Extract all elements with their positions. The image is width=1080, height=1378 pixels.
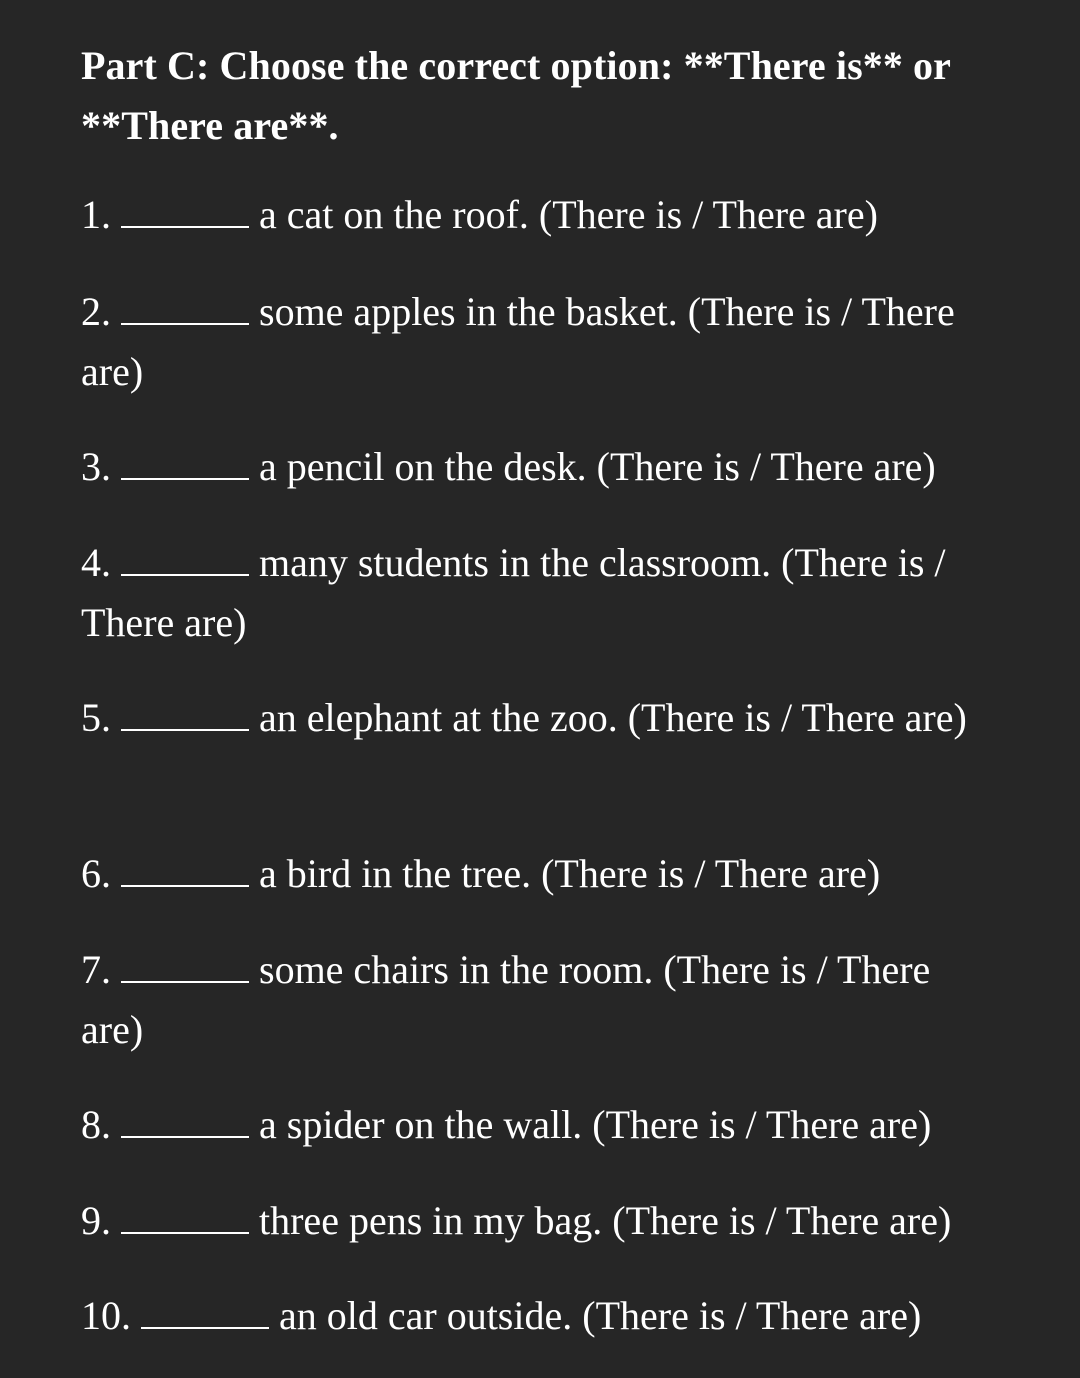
question-number: 10.	[81, 1293, 131, 1338]
question-text: many students in the classroom. (There is / There are)	[81, 540, 946, 645]
answer-blank[interactable]	[121, 544, 249, 576]
question-text: a pencil on the desk. (There is / There are)	[259, 444, 936, 489]
question-item	[81, 533, 998, 653]
question-item	[81, 185, 998, 245]
question-number: 3.	[81, 444, 111, 489]
question-text: a cat on the roof. (There is / There are)	[259, 192, 878, 237]
question-text: a spider on the wall. (There is / There are)	[259, 1102, 932, 1147]
question-item	[81, 688, 998, 748]
question-item	[81, 1095, 998, 1155]
question-item	[81, 1286, 998, 1346]
question-number: 4.	[81, 540, 111, 585]
question-number: 9.	[81, 1198, 111, 1243]
question-number: 8.	[81, 1102, 111, 1147]
question-number: 1.	[81, 192, 111, 237]
question-item	[81, 437, 998, 497]
question-text: an elephant at the zoo. (There is / There are)	[259, 695, 967, 740]
part-c-heading: Part C: Choose the correct option: **There is** or **There are**.	[81, 43, 951, 148]
answer-blank[interactable]	[121, 699, 249, 731]
question-number: 2.	[81, 289, 111, 334]
answer-blank[interactable]	[121, 196, 249, 228]
answer-blank[interactable]	[121, 1106, 249, 1138]
question-text: some apples in the basket. (There is / There are)	[81, 289, 955, 394]
answer-blank[interactable]	[141, 1297, 269, 1329]
answer-blank[interactable]	[121, 448, 249, 480]
answer-blank[interactable]	[121, 951, 249, 983]
question-text: an old car outside. (There is / There are)	[279, 1293, 922, 1338]
question-number: 7.	[81, 947, 111, 992]
answer-blank[interactable]	[121, 293, 249, 325]
answer-blank[interactable]	[121, 1202, 249, 1234]
question-text: a bird in the tree. (There is / There are)	[259, 851, 881, 896]
question-number: 6.	[81, 851, 111, 896]
question-item	[81, 282, 998, 402]
question-item	[81, 844, 998, 904]
question-number: 5.	[81, 695, 111, 740]
answer-blank[interactable]	[121, 855, 249, 887]
question-text: some chairs in the room. (There is / There are)	[81, 947, 931, 1052]
question-item	[81, 940, 998, 1060]
question-text: three pens in my bag. (There is / There are)	[259, 1198, 952, 1243]
question-item	[81, 1191, 998, 1251]
